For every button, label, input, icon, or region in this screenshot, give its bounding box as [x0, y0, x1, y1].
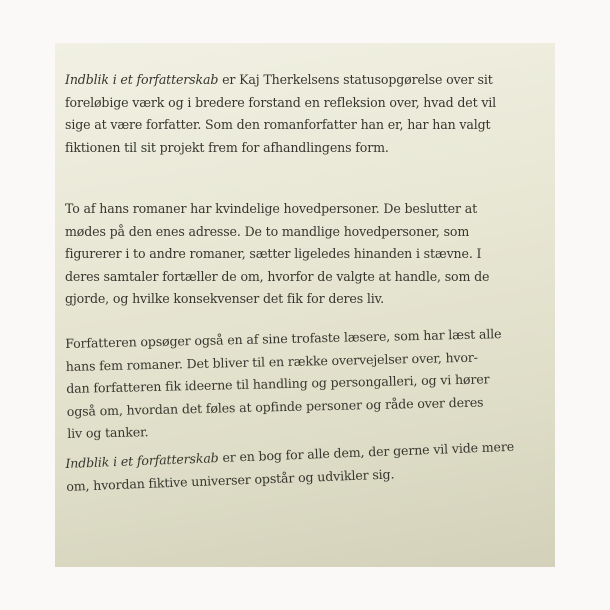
text-line: foreløbige værk og i bredere forstand en refleksion over, hvad det vil [65, 94, 497, 110]
book-back-cover-page [55, 43, 555, 567]
text-line: deres samtaler fortæller de om, hvorfor de valgte at handle, som de [65, 268, 490, 284]
text-line: mødes på den enes adresse. De to mandlige hovedpersoner, som [65, 223, 470, 239]
text-segment: er en bog for alle dem, der gerne vil vide mere [218, 438, 515, 466]
text-line: om, hvordan fiktive universer opstår og udvikler sig. [65, 465, 395, 494]
paragraph-reader [65, 323, 504, 445]
text-line: hans fem romaner. Det bliver til en række overvejelser over, hvor- [65, 349, 478, 374]
paragraph-audience [65, 436, 515, 498]
book-title-italic: Indblik i et forfatterskab [65, 72, 219, 87]
text-line [65, 69, 496, 92]
text-line: fiktionen til sit projekt frem for afhandlingens form. [65, 139, 389, 155]
text-line: figurerer i to andre romaner, sætter ligeledes hinanden i stævne. I [65, 246, 482, 261]
paragraph-characters [65, 198, 489, 311]
text-line: dan forfatteren fik ideerne til handling og persongalleri, og vi hører [66, 371, 490, 396]
text-line: sige at være forfatter. Som den romanforfatter han er, har han valgt [65, 117, 491, 132]
book-title-italic: Indblik i et forfatterskab [65, 450, 219, 471]
text-line: også om, hvordan det føles at opfinde personer og råde over deres [66, 394, 484, 419]
text-line: To af hans romaner har kvindelige hovedpersoner. De beslutter at [65, 201, 477, 216]
text-line: liv og tanker. [67, 424, 149, 441]
paragraph-intro [65, 69, 496, 159]
text-segment: er Kaj Therkelsens statusopgørelse over sit [218, 72, 493, 87]
text-line: gjorde, og hvilke konsekvenser det fik for deres liv. [65, 291, 384, 306]
text-line: Forfatteren opsøger også en af sine trofaste læsere, som har læst alle [65, 326, 502, 351]
